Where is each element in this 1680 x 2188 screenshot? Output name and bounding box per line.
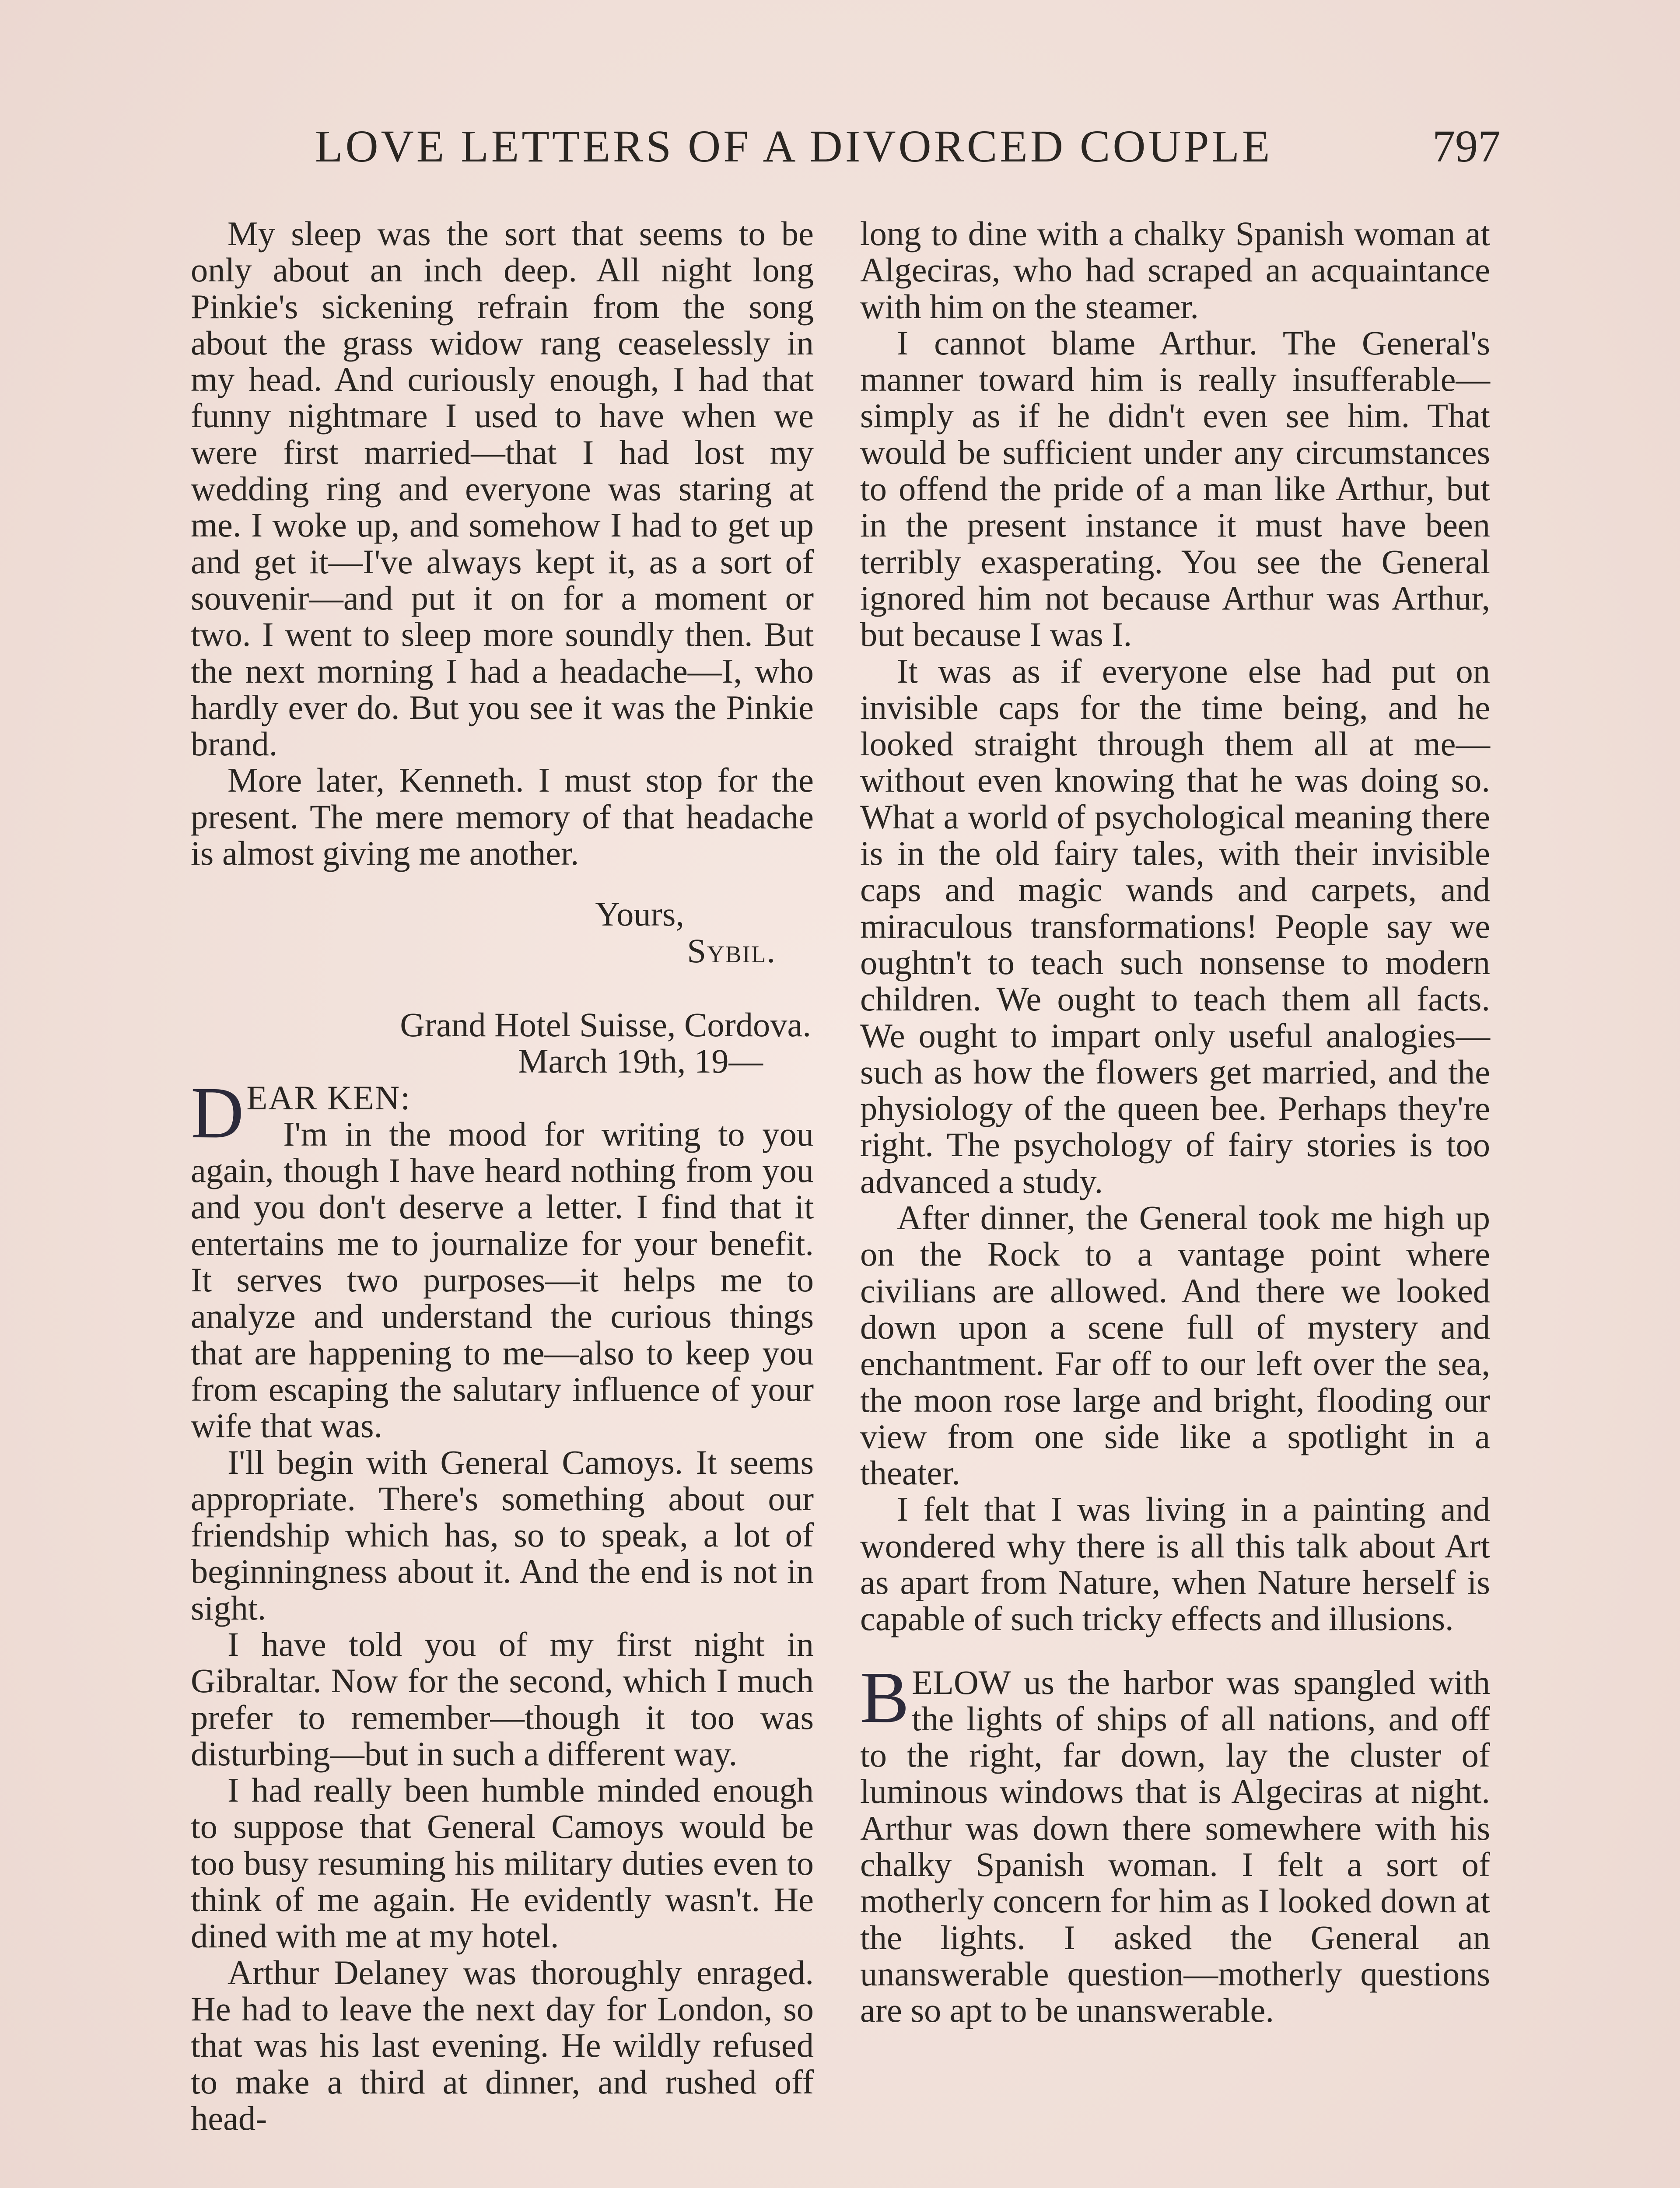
running-header bbox=[315, 118, 1501, 175]
salutation-text: EAR KEN: bbox=[246, 1078, 411, 1117]
drop-cap: D bbox=[191, 1072, 244, 1154]
spacer bbox=[860, 1637, 1490, 1664]
section-paragraph bbox=[860, 1656, 1490, 2030]
left-column bbox=[191, 215, 814, 2136]
paragraph: I had really been humble minded enough to suppose that General Camoys would be too busy resuming his military duties even to think of me again. He evidently wasn't. He dined with me at my hotel. bbox=[191, 1771, 814, 1955]
spacer bbox=[191, 871, 814, 896]
letter-closing: Yours, bbox=[595, 895, 684, 933]
paragraph: After dinner, the General took me high up on the Rock to a vantage point where civilians are allowed. And there we looked down upon a scene full of mystery and enchantment. Far off to our left over the sea, the moon rose large and bright, flooding our view from one side like a spotlight in a theater. bbox=[860, 1199, 1490, 1492]
letter-signature: Sybil. bbox=[687, 931, 776, 970]
paragraph: I'll begin with General Camoys. It seems appropriate. There's something about our friendship which has, so to speak, a lot of beginningness about it. And the end is not in sight. bbox=[191, 1443, 814, 1627]
letter-address: Grand Hotel Suisse, Cordova. bbox=[400, 1005, 811, 1044]
drop-cap: B bbox=[860, 1656, 910, 1738]
paragraph: It was as if everyone else had put on invisible caps for the time being, and he looked straight through them all at me—without even knowing that he was doing so. What a world of psychological meaning there is in the old fairy tales, with their invisible caps and magic wands and carpets, and miraculous transformations! People say we oughtn't to teach such nonsense to modern children. We ought to teach them all facts. We ought to impart only useful analogies—such as how the flowers get married, and the physiology of the queen bee. Perhaps they're right. The psychology of fairy stories is too advanced a study. bbox=[860, 652, 1490, 1200]
paragraph: long to dine with a chalky Spanish woman at Algeciras, who had scraped an acquaintance with him on the steamer. bbox=[860, 214, 1490, 326]
spacer bbox=[191, 969, 814, 1006]
paragraph: I'm in the mood for writing to you again, though I have heard nothing from you and you don't deserve a letter. I find that it entertains me to journalize for your benefit. It serves two purposes—it helps me to analyze and understand the curious things that are happening to me—also to keep you from escaping the salutary influence of your wife that was. bbox=[191, 1115, 814, 1445]
paragraph: Arthur Delaney was thoroughly enraged. He had to leave the next day for London, so that was his last evening. He wildly refused to make a third at dinner, and rushed off head- bbox=[191, 1953, 814, 2137]
running-title: LOVE LETTERS OF A DIVORCED COUPLE bbox=[315, 121, 1273, 172]
paragraph: I have told you of my first night in Gibraltar. Now for the second, which I much prefer to remember—though it too was disturbing—but in such a different way. bbox=[191, 1625, 814, 1773]
paragraph: My sleep was the sort that seems to be only about an inch deep. All night long Pinkie's sickening refrain from the song about the grass widow rang ceaselessly in my head. And curiously enough, I had that funny nightmare I used to have when we were first married—that I had lost my wedding ring and everyone was staring at me. I woke up, and somehow I had to get up and get it—I've always kept it, as a sort of souvenir—and put it on for a moment or two. I went to sleep more soundly then. But the next morning I had a headache—I, who hardly ever do. But you see it was the Pinkie brand. bbox=[191, 214, 814, 763]
paragraph: I cannot blame Arthur. The General's manner toward him is really insufferable—simply as if he didn't even see him. That would be sufficient under any circumstances to offend the pride of a man like Arthur, but in the present instance it must have been terribly exasperating. You see the General ignored him not because Arthur was Arthur, but because I was I. bbox=[860, 323, 1490, 654]
letter-date: March 19th, 19— bbox=[518, 1042, 763, 1080]
paragraph: I felt that I was living in a painting and wondered why there is all this talk about Art as apart from Nature, when Nature herself is capable of such tricky effects and illusions. bbox=[860, 1490, 1490, 1638]
page-number: 797 bbox=[1432, 121, 1501, 172]
section-text: ELOW us the harbor was spangled with the lights of ships of all nations, and off to the right, far down, lay the cluster of luminous windows that is Algeciras at night. Arthur was down there somewhere with his chalky Spanish woman. I felt a sort of motherly concern for him as I looked down at the lights. I asked the General an unanswerable question—motherly questions are so apt to be unanswerable. bbox=[860, 1663, 1490, 2030]
letter-salutation bbox=[191, 1072, 814, 1154]
paragraph: More later, Kenneth. I must stop for the present. The mere memory of that headache is almost giving me another. bbox=[191, 761, 814, 873]
right-column bbox=[860, 215, 1490, 2029]
